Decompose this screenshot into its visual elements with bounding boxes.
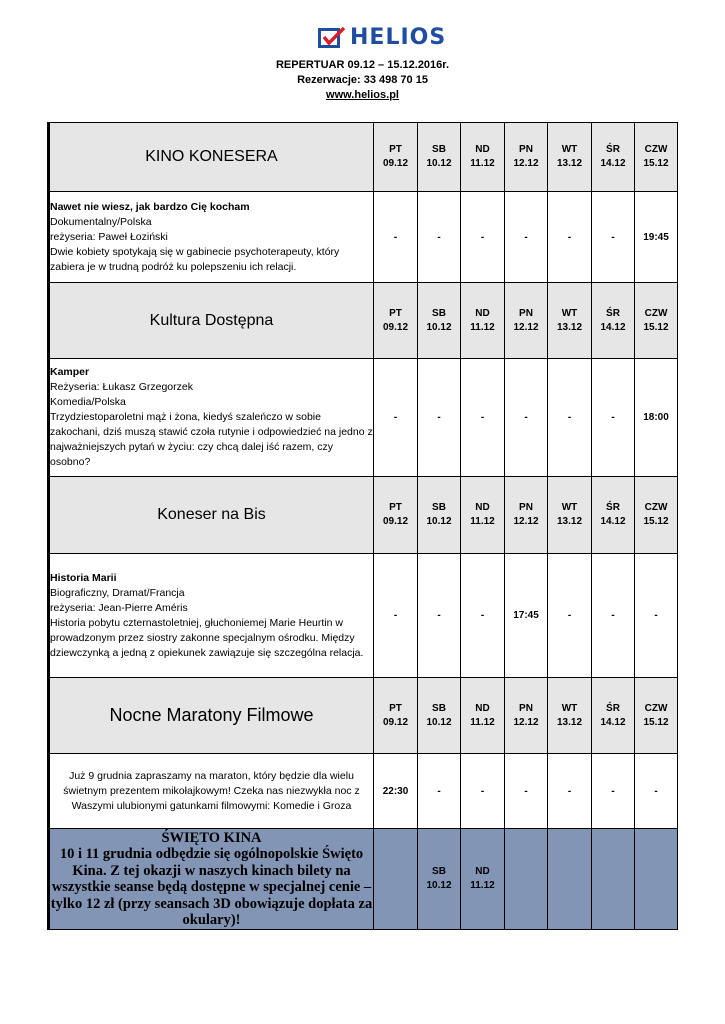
day-abbr: SB xyxy=(432,307,446,319)
repertoire-table xyxy=(47,122,678,930)
day-header xyxy=(548,678,592,754)
day-date: 14.12 xyxy=(600,158,626,169)
film-detail: reżyseria: Paweł Łoziński xyxy=(50,230,168,243)
day-header xyxy=(635,477,678,554)
day-header xyxy=(635,283,678,359)
day-header xyxy=(418,283,461,359)
day-abbr: ŚR xyxy=(606,502,620,513)
day-abbr: WT xyxy=(561,702,578,714)
showtime-cell: - xyxy=(592,554,635,678)
swieto-day-cell xyxy=(418,829,461,930)
day-date: 11.12 xyxy=(470,716,495,728)
day-abbr: CZW xyxy=(644,502,668,513)
day-date: 11.12 xyxy=(470,516,495,527)
showtime-cell: - xyxy=(505,754,548,829)
day-header xyxy=(548,123,592,192)
day-header xyxy=(505,123,548,192)
day-abbr: ND xyxy=(475,866,490,877)
day-date: 13.12 xyxy=(556,516,583,527)
website-link[interactable]: www.helios.pl xyxy=(326,89,399,101)
day-date: 12.12 xyxy=(513,716,539,728)
reservation-line: Rezerwacje: 33 498 70 15 xyxy=(297,74,428,86)
day-abbr: CZW xyxy=(644,702,668,714)
day-header xyxy=(418,123,461,192)
day-date: 11.12 xyxy=(470,321,495,333)
day-header xyxy=(374,283,418,359)
day-date: 09.12 xyxy=(382,716,409,728)
day-abbr: PN xyxy=(519,144,533,155)
day-date: 09.12 xyxy=(382,516,409,527)
day-abbr: SB xyxy=(432,502,446,513)
repertuar-line: REPERTUAR 09.12 – 15.12.2016r. xyxy=(275,59,450,71)
day-date: 12.12 xyxy=(513,516,539,527)
day-abbr: ŚR xyxy=(606,702,620,714)
day-abbr: SB xyxy=(432,866,446,877)
showtime-cell: - xyxy=(418,754,461,829)
day-header xyxy=(505,477,548,554)
swieto-day-cell xyxy=(592,829,635,930)
day-abbr: PT xyxy=(389,307,402,319)
day-header xyxy=(505,678,548,754)
day-date: 10.12 xyxy=(426,516,452,527)
section-title: Kultura Dostępna xyxy=(49,283,374,359)
day-abbr: ŚR xyxy=(606,144,620,155)
day-header xyxy=(592,123,635,192)
showtime-cell: - xyxy=(505,359,548,477)
day-abbr: PT xyxy=(389,144,402,155)
showtime-cell: - xyxy=(592,192,635,283)
film-detail: Trzydziestoparoletni mąż i żona, kiedyś szaleńczo w sobie zakochani, dziś muszą stawić czoła rutynie i odpowiedzieć na jedno z najważniejszych pytań w życiu: czy chcą dalej iść razem, czy osobno? xyxy=(50,411,373,468)
swieto-day-cell xyxy=(548,829,592,930)
showtime-cell: - xyxy=(418,554,461,678)
showtime-cell: - xyxy=(461,754,505,829)
swieto-day-cell xyxy=(505,829,548,930)
section-header-row xyxy=(49,123,678,192)
showtime-cell: - xyxy=(505,192,548,283)
showtime-cell: - xyxy=(374,192,418,283)
film-row xyxy=(49,359,678,477)
day-abbr: CZW xyxy=(644,144,668,155)
section-header-row xyxy=(49,477,678,554)
day-date: 15.12 xyxy=(643,321,669,333)
showtime-cell: - xyxy=(374,554,418,678)
showtime-cell: 22:30 xyxy=(374,754,418,829)
day-date: 12.12 xyxy=(513,158,539,169)
swieto-kina-body: 10 i 11 grudnia odbędzie się ogólnopolskie Święto Kina. Z tej okazji w naszych kinach bilety na wszystkie seanse będą dostępne w specjalnej cenie – tylko 12 zł (przy seansach 3D obowiązuje dopłata za okulary)! xyxy=(50,846,373,928)
swieto-kina-text xyxy=(49,829,374,930)
showtime-cell: 17:45 xyxy=(505,554,548,678)
day-date: 09.12 xyxy=(382,158,409,169)
showtime-cell: - xyxy=(418,192,461,283)
swieto-day-cell xyxy=(461,829,505,930)
day-header xyxy=(548,477,592,554)
section-title: Nocne Maratony Filmowe xyxy=(49,678,374,754)
showtime-cell: 18:00 xyxy=(635,359,678,477)
day-date: 15.12 xyxy=(643,158,669,169)
showtime-cell: - xyxy=(592,359,635,477)
event-description: Już 9 grudnia zapraszamy na maraton, który będzie dla wielu świetnym prezentem mikołajkowym! Czeka nas niezwykła noc z Waszymi ulubionymi gatunkami filmowymi: Komedie i Groza xyxy=(49,754,374,829)
film-row xyxy=(49,192,678,283)
film-title: Nawet nie wiesz, jak bardzo Cię kocham xyxy=(50,200,250,213)
day-header xyxy=(592,678,635,754)
film-title: Historia Marii xyxy=(50,571,117,584)
section-title: KINO KONESERA xyxy=(49,123,374,192)
day-abbr: WT xyxy=(561,502,578,513)
film-detail: Dwie kobiety spotykają się w gabinecie psychoterapeuty, który zabiera je w trudną podróż ku polepszeniu ich relacji. xyxy=(50,245,340,273)
showtime-cell: - xyxy=(418,359,461,477)
day-header xyxy=(505,283,548,359)
swieto-day-cell xyxy=(374,829,418,930)
day-date: 10.12 xyxy=(426,321,452,333)
showtime-cell: - xyxy=(548,554,592,678)
day-header xyxy=(548,283,592,359)
day-date: 12.12 xyxy=(513,321,539,333)
film-detail: Biograficzny, Dramat/Francja xyxy=(50,586,185,599)
day-date: 15.12 xyxy=(643,516,669,527)
day-date: 13.12 xyxy=(556,158,583,169)
showtime-cell: - xyxy=(635,554,678,678)
swieto-day-cell xyxy=(635,829,678,930)
brand-name: HELIOS xyxy=(350,25,447,50)
film-row xyxy=(49,754,678,829)
film-description xyxy=(49,554,374,678)
section-header-row xyxy=(49,678,678,754)
day-abbr: ND xyxy=(475,307,490,319)
film-row xyxy=(49,554,678,678)
day-abbr: PT xyxy=(389,702,402,714)
day-header xyxy=(461,283,505,359)
day-date: 10.12 xyxy=(426,880,452,891)
showtime-cell: 19:45 xyxy=(635,192,678,283)
day-date: 09.12 xyxy=(382,321,409,333)
film-detail: Reżyseria: Łukasz Grzegorzek xyxy=(50,381,193,393)
day-header xyxy=(374,477,418,554)
showtime-cell: - xyxy=(461,359,505,477)
day-date: 14.12 xyxy=(600,321,626,333)
day-abbr: ND xyxy=(475,144,490,155)
header-info xyxy=(0,58,725,103)
day-header xyxy=(461,123,505,192)
day-date: 10.12 xyxy=(426,158,452,169)
showtime-cell: - xyxy=(374,359,418,477)
film-detail: Dokumentalny/Polska xyxy=(50,215,152,228)
swieto-kina-row xyxy=(49,829,678,930)
showtime-cell: - xyxy=(548,359,592,477)
day-header xyxy=(592,283,635,359)
section-header-row xyxy=(49,283,678,359)
film-title: Kamper xyxy=(50,366,90,378)
check-box-icon xyxy=(318,27,346,49)
day-header xyxy=(635,678,678,754)
film-detail: reżyseria: Jean-Pierre Améris xyxy=(50,601,188,614)
day-header xyxy=(461,678,505,754)
day-header xyxy=(374,123,418,192)
day-date: 13.12 xyxy=(556,716,583,728)
day-abbr: ND xyxy=(475,502,490,513)
showtime-cell: - xyxy=(548,192,592,283)
day-date: 13.12 xyxy=(556,321,583,333)
day-abbr: PT xyxy=(389,502,402,513)
day-header xyxy=(374,678,418,754)
showtime-cell: - xyxy=(592,754,635,829)
day-abbr: PN xyxy=(519,702,533,714)
day-header xyxy=(592,477,635,554)
day-abbr: WT xyxy=(561,144,578,155)
film-detail: Komedia/Polska xyxy=(50,396,126,408)
day-date: 10.12 xyxy=(426,716,452,728)
day-date: 11.12 xyxy=(470,880,495,891)
day-abbr: SB xyxy=(432,702,446,714)
section-title: Koneser na Bis xyxy=(49,477,374,554)
film-description xyxy=(49,192,374,283)
day-abbr: ND xyxy=(475,702,490,714)
film-description xyxy=(49,359,374,477)
film-detail: Historia pobytu czternastoletniej, głuchoniemej Marie Heurtin w prowadzonym przez siostry zakonne specjalnym ośrodku. Między dziewczynką a jedną z opiekunek zawiązuje się szczególna relacja. xyxy=(50,616,364,659)
day-abbr: WT xyxy=(561,307,578,319)
showtime-cell: - xyxy=(548,754,592,829)
day-header xyxy=(418,678,461,754)
day-header xyxy=(418,477,461,554)
helios-logo xyxy=(318,26,446,50)
day-date: 15.12 xyxy=(643,716,669,728)
day-date: 14.12 xyxy=(600,516,626,527)
day-date: 11.12 xyxy=(470,158,495,169)
showtime-cell: - xyxy=(461,554,505,678)
swieto-kina-heading: ŚWIĘTO KINA xyxy=(161,829,262,846)
showtime-cell: - xyxy=(461,192,505,283)
day-header xyxy=(635,123,678,192)
day-date: 14.12 xyxy=(600,716,626,728)
day-abbr: PN xyxy=(519,307,533,319)
day-abbr: SB xyxy=(432,144,446,155)
showtime-cell: - xyxy=(635,754,678,829)
day-header xyxy=(461,477,505,554)
day-abbr: CZW xyxy=(644,307,668,319)
day-abbr: ŚR xyxy=(606,307,620,319)
day-abbr: PN xyxy=(519,502,533,513)
